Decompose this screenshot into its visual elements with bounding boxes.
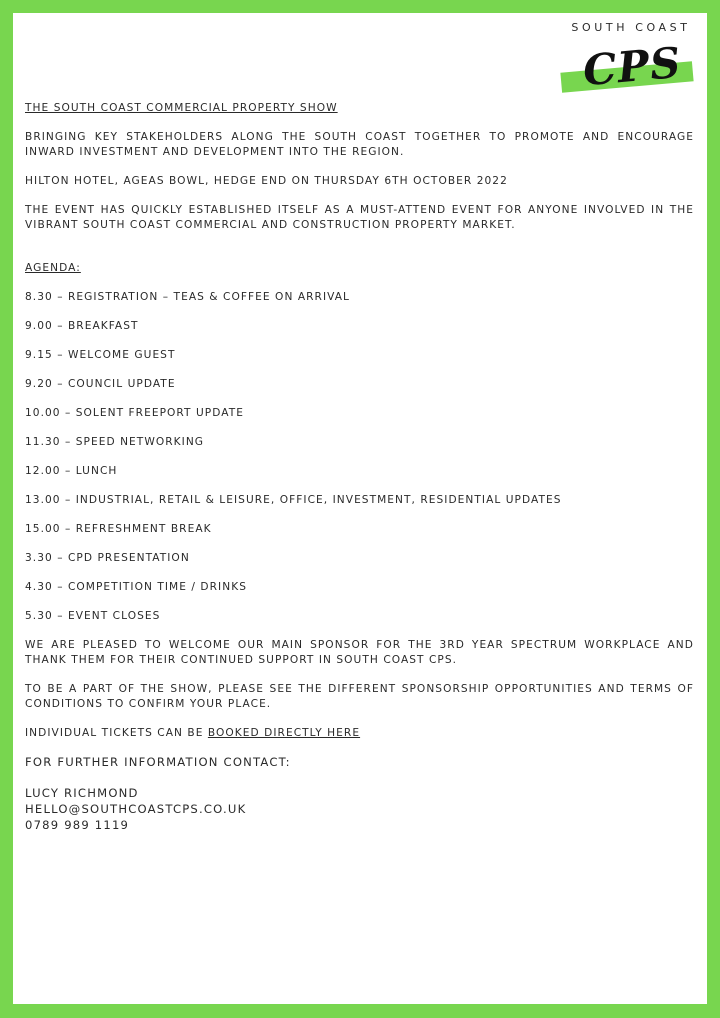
contact-email[interactable]: HELLO@SOUTHCOASTCPS.CO.UK xyxy=(25,802,247,816)
contact-name: LUCY RICHMOND xyxy=(25,786,139,800)
agenda-item: 11.30 – SPEED NETWORKING xyxy=(25,436,205,448)
agenda-item: 10.00 – SOLENT FREEPORT UPDATE xyxy=(25,407,244,419)
agenda-item: 3.30 – CPD PRESENTATION xyxy=(25,552,190,564)
agenda-item: 12.00 – LUNCH xyxy=(25,465,118,477)
agenda-item: 15.00 – REFRESHMENT BREAK xyxy=(25,523,212,535)
tickets-prefix: INDIVIDUAL TICKETS CAN BE xyxy=(25,727,208,739)
event-title: THE SOUTH COAST COMMERCIAL PROPERTY SHOW xyxy=(25,102,338,114)
agenda-item: 9.00 – BREAKFAST xyxy=(25,320,139,332)
agenda-item: 13.00 – INDUSTRIAL, RETAIL & LEISURE, OFFICE, INVESTMENT, RESIDENTIAL UPDATES xyxy=(25,494,562,506)
booking-link[interactable]: BOOKED DIRECTLY HERE xyxy=(207,727,361,739)
agenda-list xyxy=(25,290,694,638)
show-part-paragraph: TO BE A PART OF THE SHOW, PLEASE SEE THE DIFFERENT SPONSORSHIP OPPORTUNITIES AND TERMS OF CONDITIONS TO CONFIRM YOUR PLACE. xyxy=(25,683,694,710)
venue-line: HILTON HOTEL, AGEAS BOWL, HEDGE END ON THURSDAY 6TH OCTOBER 2022 xyxy=(25,175,508,187)
intro-paragraph: BRINGING KEY STAKEHOLDERS ALONG THE SOUTH COAST TOGETHER TO PROMOTE AND ENCOURAGE INWARD INVESTMENT AND DEVELOPMENT INTO THE REGION. xyxy=(25,131,694,158)
agenda-item: 8.30 – REGISTRATION – TEAS & COFFEE ON ARRIVAL xyxy=(25,291,350,303)
description-paragraph: THE EVENT HAS QUICKLY ESTABLISHED ITSELF AS A MUST-ATTEND EVENT FOR ANYONE INVOLVED IN THE VIBRANT SOUTH COAST COMMERCIAL AND CONSTRUCTION PROPERTY MARKET. xyxy=(25,204,694,231)
agenda-item: 9.20 – COUNCIL UPDATE xyxy=(25,378,176,390)
tickets-line xyxy=(25,726,694,741)
logo-top-text: SOUTH COAST xyxy=(571,21,691,34)
south-coast-cps-logo xyxy=(561,21,701,101)
logo-mark-text: CPS xyxy=(581,37,684,96)
agenda-item: 5.30 – EVENT CLOSES xyxy=(25,610,161,622)
agenda-heading: AGENDA: xyxy=(25,262,81,274)
contact-phone: 0789 989 1119 xyxy=(25,818,130,832)
sponsor-paragraph: WE ARE PLEASED TO WELCOME OUR MAIN SPONSOR FOR THE 3RD YEAR SPECTRUM WORKPLACE AND THANK THEM FOR THEIR CONTINUED SUPPORT IN SOUTH COAST CPS. xyxy=(25,639,694,666)
agenda-item: 4.30 – COMPETITION TIME / DRINKS xyxy=(25,581,247,593)
flyer-content xyxy=(25,101,694,833)
flyer-page xyxy=(13,13,707,1004)
agenda-item: 9.15 – WELCOME GUEST xyxy=(25,349,176,361)
contact-heading: FOR FURTHER INFORMATION CONTACT: xyxy=(25,755,291,769)
